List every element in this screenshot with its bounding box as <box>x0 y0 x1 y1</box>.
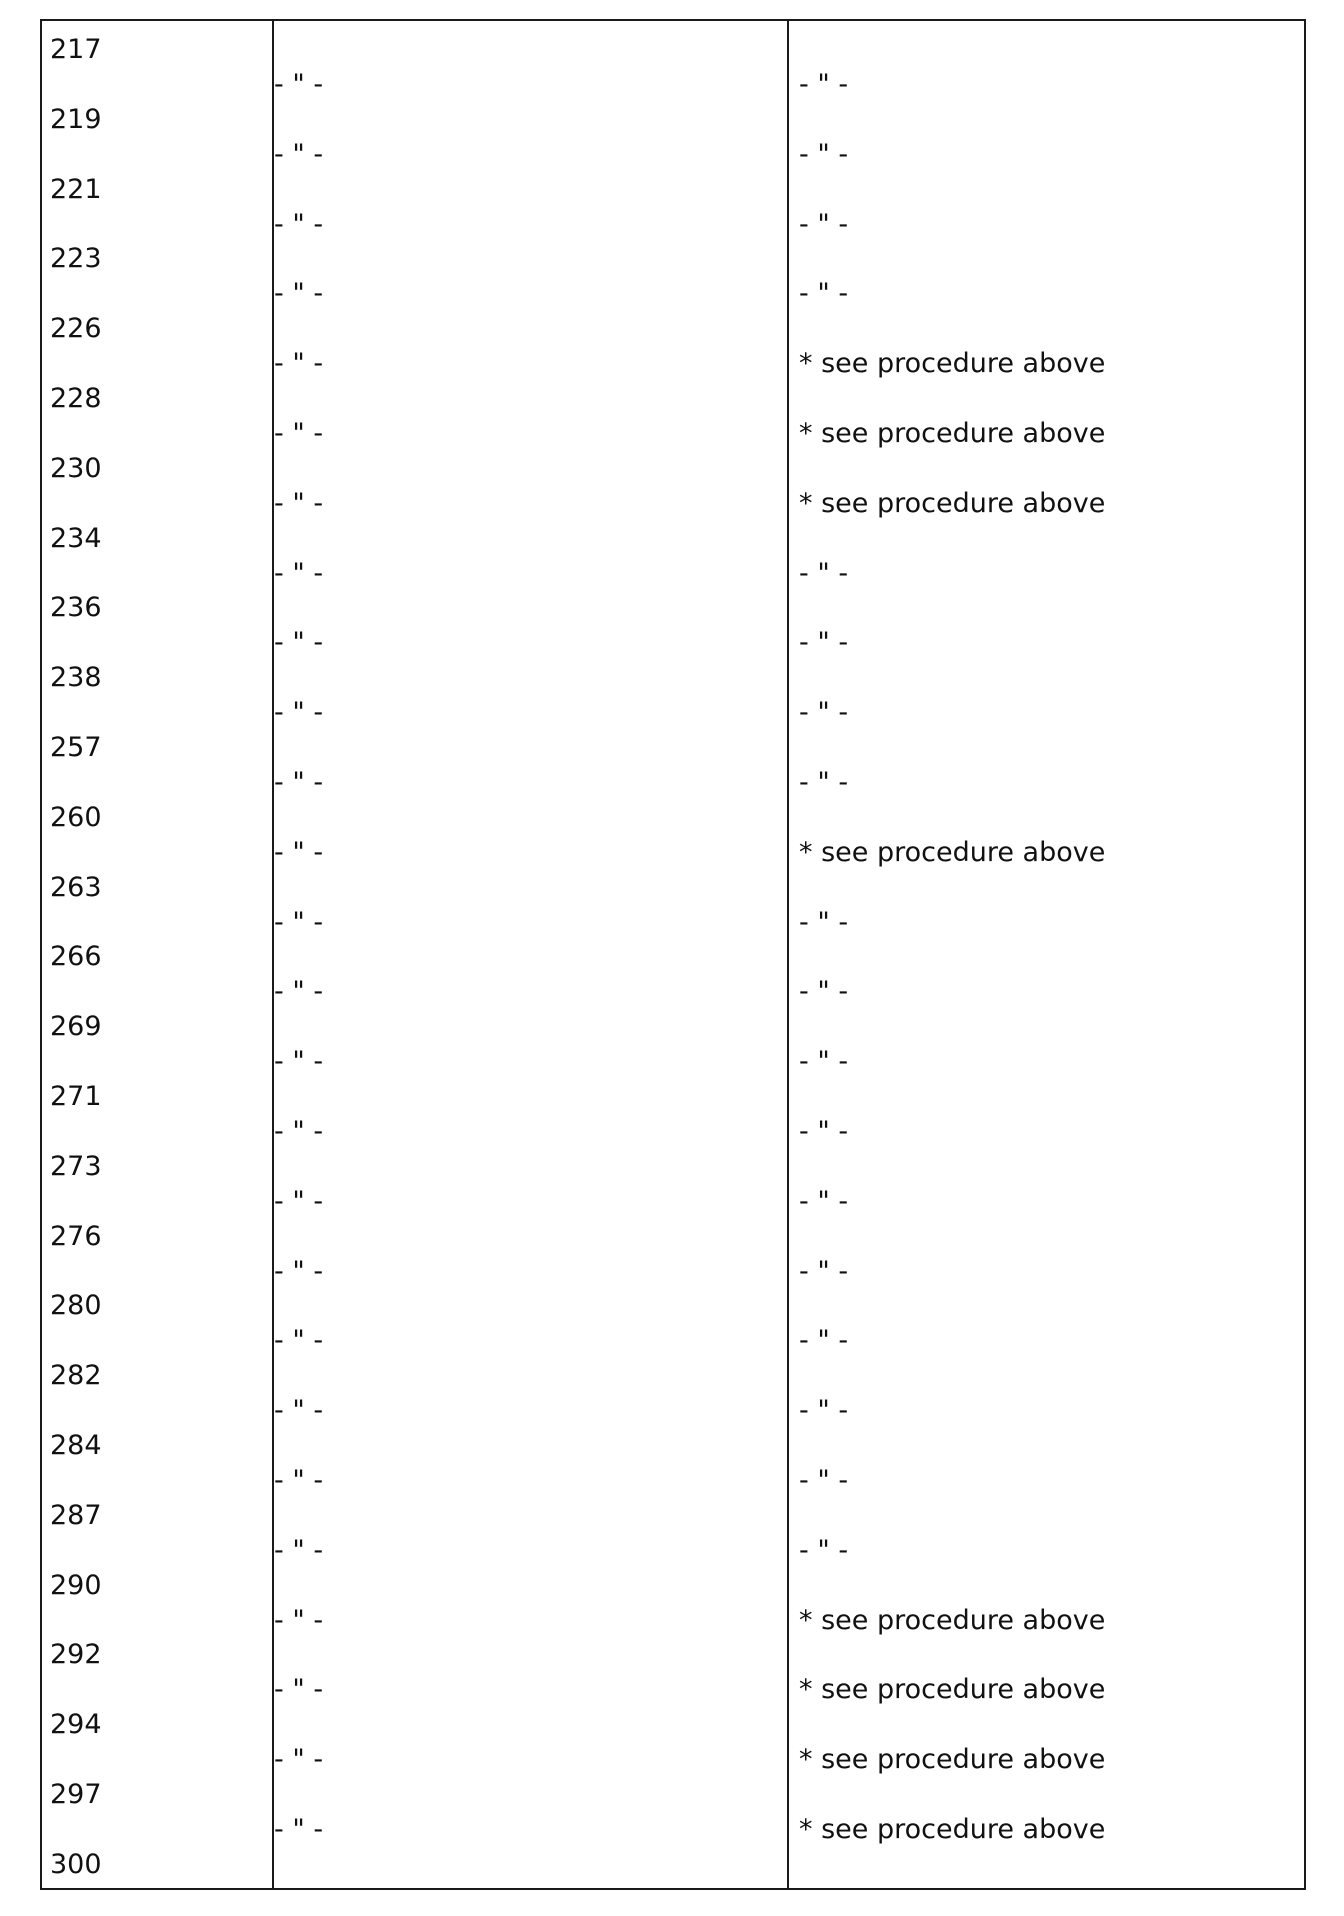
procedure-cell: - " - <box>799 1325 849 1357</box>
method-cell: - " - <box>274 1255 324 1287</box>
row-number: 297 <box>50 1779 102 1810</box>
procedure-cell: - " - <box>799 1116 849 1147</box>
method-cell: - " - <box>274 1395 324 1427</box>
method-cell: - " - <box>274 1325 324 1357</box>
procedure-cell: - " - <box>799 1465 849 1496</box>
procedure-cell: - " - <box>799 138 849 170</box>
method-cell: - " - <box>274 348 324 380</box>
procedure-cell: - " - <box>799 1255 849 1287</box>
row-number: 294 <box>50 1709 102 1741</box>
method-cell: - " - <box>274 1604 324 1636</box>
procedure-cell: - " - <box>799 976 849 1008</box>
row-number: 238 <box>50 662 102 694</box>
row-number: 263 <box>50 871 102 903</box>
procedure-cell: - " - <box>799 767 849 798</box>
procedure-cell: - " - <box>799 557 849 589</box>
procedure-cell: - " - <box>799 1534 849 1566</box>
method-cell: - " - <box>274 836 324 868</box>
row-number: 228 <box>50 383 102 414</box>
procedure-cell: * see procedure above <box>799 1814 1106 1845</box>
column-divider <box>787 21 789 1888</box>
row-number: 273 <box>50 1150 102 1182</box>
method-cell: - " - <box>274 627 324 659</box>
procedure-cell: * see procedure above <box>799 1744 1106 1776</box>
procedure-cell: * see procedure above <box>799 1674 1106 1706</box>
procedure-cell: * see procedure above <box>799 348 1106 380</box>
method-cell: - " - <box>274 208 324 240</box>
row-number: 290 <box>50 1569 102 1601</box>
row-number: 223 <box>50 243 102 275</box>
method-cell: - " - <box>274 278 324 310</box>
row-number: 282 <box>50 1360 102 1392</box>
method-cell: - " - <box>274 1046 324 1078</box>
procedure-cell: - " - <box>799 1185 849 1217</box>
row-number: 219 <box>50 103 102 135</box>
method-cell: - " - <box>274 138 324 170</box>
procedure-cell: * see procedure above <box>799 418 1106 449</box>
row-number: 287 <box>50 1499 102 1531</box>
procedure-cell: - " - <box>799 208 849 240</box>
method-cell: - " - <box>274 487 324 519</box>
row-number: 292 <box>50 1639 102 1671</box>
row-number: 226 <box>50 313 102 345</box>
procedure-cell: - " - <box>799 1395 849 1427</box>
method-cell: - " - <box>274 697 324 729</box>
procedure-cell: - " - <box>799 69 849 100</box>
row-number: 269 <box>50 1011 102 1043</box>
row-number: 276 <box>50 1220 102 1252</box>
compound-table <box>40 19 1306 1890</box>
row-number: 260 <box>50 801 102 833</box>
method-cell: - " - <box>274 906 324 938</box>
method-cell: - " - <box>274 976 324 1008</box>
procedure-cell: - " - <box>799 697 849 729</box>
method-cell: - " - <box>274 1465 324 1496</box>
row-number: 266 <box>50 941 102 973</box>
method-cell: - " - <box>274 1674 324 1706</box>
method-cell: - " - <box>274 1534 324 1566</box>
method-cell: - " - <box>274 767 324 798</box>
procedure-cell: - " - <box>799 278 849 310</box>
method-cell: - " - <box>274 1185 324 1217</box>
procedure-cell: * see procedure above <box>799 487 1106 519</box>
procedure-cell: * see procedure above <box>799 1604 1106 1636</box>
row-number: 284 <box>50 1430 102 1461</box>
row-number: 234 <box>50 522 102 554</box>
row-number: 257 <box>50 732 102 763</box>
method-cell: - " - <box>274 1116 324 1147</box>
method-cell: - " - <box>274 69 324 100</box>
method-cell: - " - <box>274 557 324 589</box>
row-number: 217 <box>50 34 102 65</box>
row-number: 271 <box>50 1081 102 1112</box>
procedure-cell: - " - <box>799 627 849 659</box>
procedure-cell: - " - <box>799 1046 849 1078</box>
procedure-cell: * see procedure above <box>799 836 1106 868</box>
row-number: 230 <box>50 452 102 484</box>
method-cell: - " - <box>274 1814 324 1845</box>
row-number: 280 <box>50 1290 102 1322</box>
method-cell: - " - <box>274 418 324 449</box>
procedure-cell: - " - <box>799 906 849 938</box>
method-cell: - " - <box>274 1744 324 1776</box>
row-number: 221 <box>50 173 102 205</box>
row-number: 300 <box>50 1848 102 1880</box>
row-number: 236 <box>50 592 102 624</box>
